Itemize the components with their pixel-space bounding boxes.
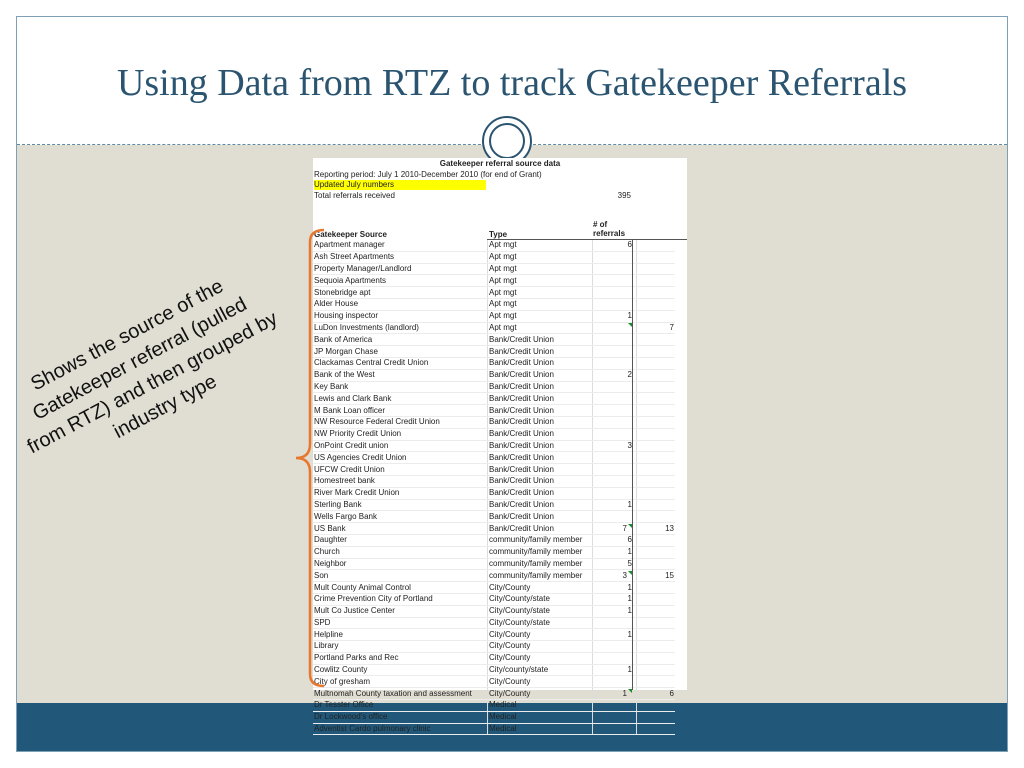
table-row xyxy=(313,523,675,535)
cell-count xyxy=(593,334,637,346)
cell-type: Bank/Credit Union xyxy=(488,452,593,464)
cell-type: Bank/Credit Union xyxy=(488,405,593,417)
cell-count: 6 xyxy=(593,534,637,546)
cell-source: Key Bank xyxy=(313,381,488,393)
cell-count xyxy=(593,275,637,287)
cell-source: Apartment manager xyxy=(313,240,488,251)
cell-type: Bank/Credit Union xyxy=(488,428,593,440)
table-row xyxy=(313,487,675,499)
cell-source: NW Resource Federal Credit Union xyxy=(313,416,488,428)
cell-source: Library xyxy=(313,641,488,653)
cell-count: 1 xyxy=(593,593,637,605)
table-row xyxy=(313,275,675,287)
cell-count xyxy=(593,287,637,299)
cell-count xyxy=(593,322,637,334)
cell-total xyxy=(637,605,676,617)
cell-total xyxy=(637,641,676,653)
cell-count xyxy=(593,251,637,263)
cell-source: Mult Co Justice Center xyxy=(313,605,488,617)
cell-total xyxy=(637,652,676,664)
table-row xyxy=(313,700,675,712)
cell-total xyxy=(637,263,676,275)
cell-source: Cowlitz County xyxy=(313,664,488,676)
cell-total xyxy=(637,582,676,594)
cell-total xyxy=(637,558,676,570)
cell-type: Bank/Credit Union xyxy=(488,334,593,346)
cell-source: Dr Tesster Office xyxy=(313,700,488,712)
cell-total xyxy=(637,240,676,251)
circle-ornament-inner xyxy=(489,123,525,159)
cell-source: M Bank Loan officer xyxy=(313,405,488,417)
cell-source: Adventist Cardo pulmonary clinic xyxy=(313,723,488,735)
table-row xyxy=(313,416,675,428)
cell-source: Daughter xyxy=(313,534,488,546)
table-row xyxy=(313,287,675,299)
table-row xyxy=(313,298,675,310)
table-row xyxy=(313,405,675,417)
cell-source: Ash Street Apartments xyxy=(313,251,488,263)
cell-source: Multnomah County taxation and assessment xyxy=(313,688,488,700)
cell-type: Medical xyxy=(488,723,593,735)
cell-total xyxy=(637,405,676,417)
table-row xyxy=(313,723,675,735)
table-row xyxy=(313,251,675,263)
cell-type: Apt mgt xyxy=(488,275,593,287)
header-rule xyxy=(487,239,687,240)
cell-count xyxy=(593,357,637,369)
cell-type: Bank/Credit Union xyxy=(488,511,593,523)
table-row xyxy=(313,629,675,641)
cell-count xyxy=(593,475,637,487)
cell-total xyxy=(637,251,676,263)
cell-type: community/family member xyxy=(488,534,593,546)
cell-type: City/county/state xyxy=(488,664,593,676)
total-label: Total referrals received xyxy=(314,191,395,200)
cell-total xyxy=(637,617,676,629)
cell-type: City/County/state xyxy=(488,617,593,629)
cell-count xyxy=(593,452,637,464)
cell-total xyxy=(637,499,676,511)
cell-source: OnPoint Credit union xyxy=(313,440,488,452)
table-row xyxy=(313,534,675,546)
cell-source: Son xyxy=(313,570,488,582)
cell-total: 7 xyxy=(637,322,676,334)
cell-total: 6 xyxy=(637,688,676,700)
cell-type: Apt mgt xyxy=(488,263,593,275)
table-row xyxy=(313,369,675,381)
cell-total xyxy=(637,700,676,712)
cell-count: 1 xyxy=(593,605,637,617)
cell-total xyxy=(637,534,676,546)
cell-type: Apt mgt xyxy=(488,322,593,334)
cell-type: Apt mgt xyxy=(488,287,593,299)
cell-count: 1 xyxy=(593,688,637,700)
updated-note: Updated July numbers xyxy=(314,180,486,190)
cell-source: Mult County Animal Control xyxy=(313,582,488,594)
cell-type: Bank/Credit Union xyxy=(488,523,593,535)
table-row xyxy=(313,688,675,700)
cell-total xyxy=(637,287,676,299)
cell-count: 1 xyxy=(593,629,637,641)
table-row xyxy=(313,652,675,664)
table-row xyxy=(313,593,675,605)
cell-source: US Bank xyxy=(313,523,488,535)
table-row xyxy=(313,381,675,393)
cell-type: City/County xyxy=(488,652,593,664)
spreadsheet-image xyxy=(313,158,687,734)
table-row xyxy=(313,357,675,369)
cell-count xyxy=(593,405,637,417)
cell-type: Bank/Credit Union xyxy=(488,475,593,487)
cell-source: Wells Fargo Bank xyxy=(313,511,488,523)
cell-type: Bank/Credit Union xyxy=(488,487,593,499)
cell-type: Medical xyxy=(488,700,593,712)
cell-type: Apt mgt xyxy=(488,310,593,322)
cell-source: Clackamas Central Credit Union xyxy=(313,357,488,369)
cell-total xyxy=(637,511,676,523)
header-count: # of referrals xyxy=(593,220,626,238)
cell-count xyxy=(593,652,637,664)
cell-source: Housing inspector xyxy=(313,310,488,322)
table-row xyxy=(313,711,675,723)
cell-count: 7 xyxy=(593,523,637,535)
cell-source: Stonebridge apt xyxy=(313,287,488,299)
sheet-title: Gatekeeper referral source data xyxy=(439,159,561,168)
table-row xyxy=(313,511,675,523)
cell-type: Bank/Credit Union xyxy=(488,381,593,393)
cell-source: Alder House xyxy=(313,298,488,310)
cell-count: 6 xyxy=(593,240,637,251)
cell-total xyxy=(637,676,676,688)
cell-type: community/family member xyxy=(488,570,593,582)
table-row xyxy=(313,452,675,464)
cell-count xyxy=(593,700,637,712)
cell-type: Medical xyxy=(488,711,593,723)
cell-type: Bank/Credit Union xyxy=(488,464,593,476)
cell-total xyxy=(637,487,676,499)
cell-source: City of gresham xyxy=(313,676,488,688)
table-row xyxy=(313,641,675,653)
cell-count: 2 xyxy=(593,369,637,381)
cell-type: Bank/Credit Union xyxy=(488,369,593,381)
cell-count xyxy=(593,416,637,428)
cell-type: Apt mgt xyxy=(488,240,593,251)
bracket-icon xyxy=(290,228,330,688)
cell-total xyxy=(637,711,676,723)
cell-count xyxy=(593,381,637,393)
cell-count xyxy=(593,641,637,653)
cell-count xyxy=(593,711,637,723)
cell-type: community/family member xyxy=(488,546,593,558)
cell-count xyxy=(593,298,637,310)
cell-total xyxy=(637,310,676,322)
cell-total xyxy=(637,275,676,287)
cell-count xyxy=(593,511,637,523)
cell-count: 1 xyxy=(593,664,637,676)
cell-type: Bank/Credit Union xyxy=(488,416,593,428)
cell-total: 15 xyxy=(637,570,676,582)
reporting-period: Reporting period: July 1 2010-December 2010 (for end of Grant) xyxy=(314,170,542,179)
header-type: Type xyxy=(489,230,508,239)
cell-total xyxy=(637,452,676,464)
cell-total xyxy=(637,593,676,605)
cell-count xyxy=(593,676,637,688)
table-row xyxy=(313,605,675,617)
table-row xyxy=(313,263,675,275)
table-row xyxy=(313,428,675,440)
cell-type: City/County xyxy=(488,688,593,700)
cell-type: Bank/Credit Union xyxy=(488,357,593,369)
cell-total xyxy=(637,664,676,676)
cell-type: Bank/Credit Union xyxy=(488,440,593,452)
table-row xyxy=(313,676,675,688)
table-row xyxy=(313,582,675,594)
cell-count xyxy=(593,428,637,440)
cell-total xyxy=(637,298,676,310)
cell-type: City/County xyxy=(488,582,593,594)
cell-total xyxy=(637,416,676,428)
cell-source: NW Priority Credit Union xyxy=(313,428,488,440)
cell-source: Crime Prevention City of Portland xyxy=(313,593,488,605)
cell-count: 3 xyxy=(593,440,637,452)
cell-source: Neighbor xyxy=(313,558,488,570)
cell-count xyxy=(593,346,637,358)
table-row xyxy=(313,322,675,334)
table-row xyxy=(313,440,675,452)
cell-source: Homestreet bank xyxy=(313,475,488,487)
cell-source: UFCW Credit Union xyxy=(313,464,488,476)
cell-source: Sterling Bank xyxy=(313,499,488,511)
slide-title: Using Data from RTZ to track Gatekeeper Referrals xyxy=(116,62,908,104)
cell-type: City/County xyxy=(488,641,593,653)
table-row xyxy=(313,240,675,251)
header-source: Gatekeeper Source xyxy=(314,230,387,239)
count-column-rule xyxy=(632,240,633,690)
cell-type: City/County xyxy=(488,676,593,688)
cell-type: Apt mgt xyxy=(488,298,593,310)
cell-count: 1 xyxy=(593,582,637,594)
table-row xyxy=(313,475,675,487)
table-row xyxy=(313,464,675,476)
cell-type: Apt mgt xyxy=(488,251,593,263)
table-row xyxy=(313,558,675,570)
table-row xyxy=(313,617,675,629)
cell-total xyxy=(637,369,676,381)
cell-count xyxy=(593,617,637,629)
cell-source: Portland Parks and Rec xyxy=(313,652,488,664)
cell-total xyxy=(637,440,676,452)
cell-source: Church xyxy=(313,546,488,558)
cell-type: City/County/state xyxy=(488,593,593,605)
cell-count xyxy=(593,263,637,275)
cell-source: US Agencies Credit Union xyxy=(313,452,488,464)
cell-total xyxy=(637,381,676,393)
cell-source: Property Manager/Landlord xyxy=(313,263,488,275)
cell-type: Bank/Credit Union xyxy=(488,499,593,511)
cell-total xyxy=(637,334,676,346)
table-row xyxy=(313,570,675,582)
cell-source: Bank of the West xyxy=(313,369,488,381)
cell-total xyxy=(637,546,676,558)
cell-total: 13 xyxy=(637,523,676,535)
cell-count xyxy=(593,487,637,499)
cell-source: Sequoia Apartments xyxy=(313,275,488,287)
cell-total xyxy=(637,629,676,641)
cell-source: Dr Lockwood's office xyxy=(313,711,488,723)
table-row xyxy=(313,346,675,358)
cell-count: 1 xyxy=(593,546,637,558)
cell-total xyxy=(637,346,676,358)
cell-source: Lewis and Clark Bank xyxy=(313,393,488,405)
cell-total xyxy=(637,475,676,487)
cell-total xyxy=(637,393,676,405)
cell-source: JP Morgan Chase xyxy=(313,346,488,358)
cell-source: River Mark Credit Union xyxy=(313,487,488,499)
cell-total xyxy=(637,723,676,735)
cell-type: City/County xyxy=(488,629,593,641)
cell-count xyxy=(593,723,637,735)
cell-source: SPD xyxy=(313,617,488,629)
cell-type: City/County/state xyxy=(488,605,593,617)
cell-type: community/family member xyxy=(488,558,593,570)
cell-total xyxy=(637,428,676,440)
cell-count: 5 xyxy=(593,558,637,570)
cell-count: 3 xyxy=(593,570,637,582)
cell-source: Helpline xyxy=(313,629,488,641)
cell-count xyxy=(593,393,637,405)
total-value: 395 xyxy=(617,191,631,200)
cell-type: Bank/Credit Union xyxy=(488,346,593,358)
table-row xyxy=(313,499,675,511)
table-row xyxy=(313,310,675,322)
table-row xyxy=(313,546,675,558)
table-row xyxy=(313,393,675,405)
cell-count xyxy=(593,464,637,476)
cell-type: Bank/Credit Union xyxy=(488,393,593,405)
cell-count: 1 xyxy=(593,310,637,322)
referral-table xyxy=(313,240,675,735)
cell-source: Bank of America xyxy=(313,334,488,346)
table-row xyxy=(313,334,675,346)
cell-total xyxy=(637,464,676,476)
cell-total xyxy=(637,357,676,369)
table-row xyxy=(313,664,675,676)
cell-count: 1 xyxy=(593,499,637,511)
annotation-text: Shows the source of the Gatekeeper referral (pulled from RTZ) and then grouped by industry type xyxy=(23,275,282,459)
cell-source: LuDon Investments (landlord) xyxy=(313,322,488,334)
